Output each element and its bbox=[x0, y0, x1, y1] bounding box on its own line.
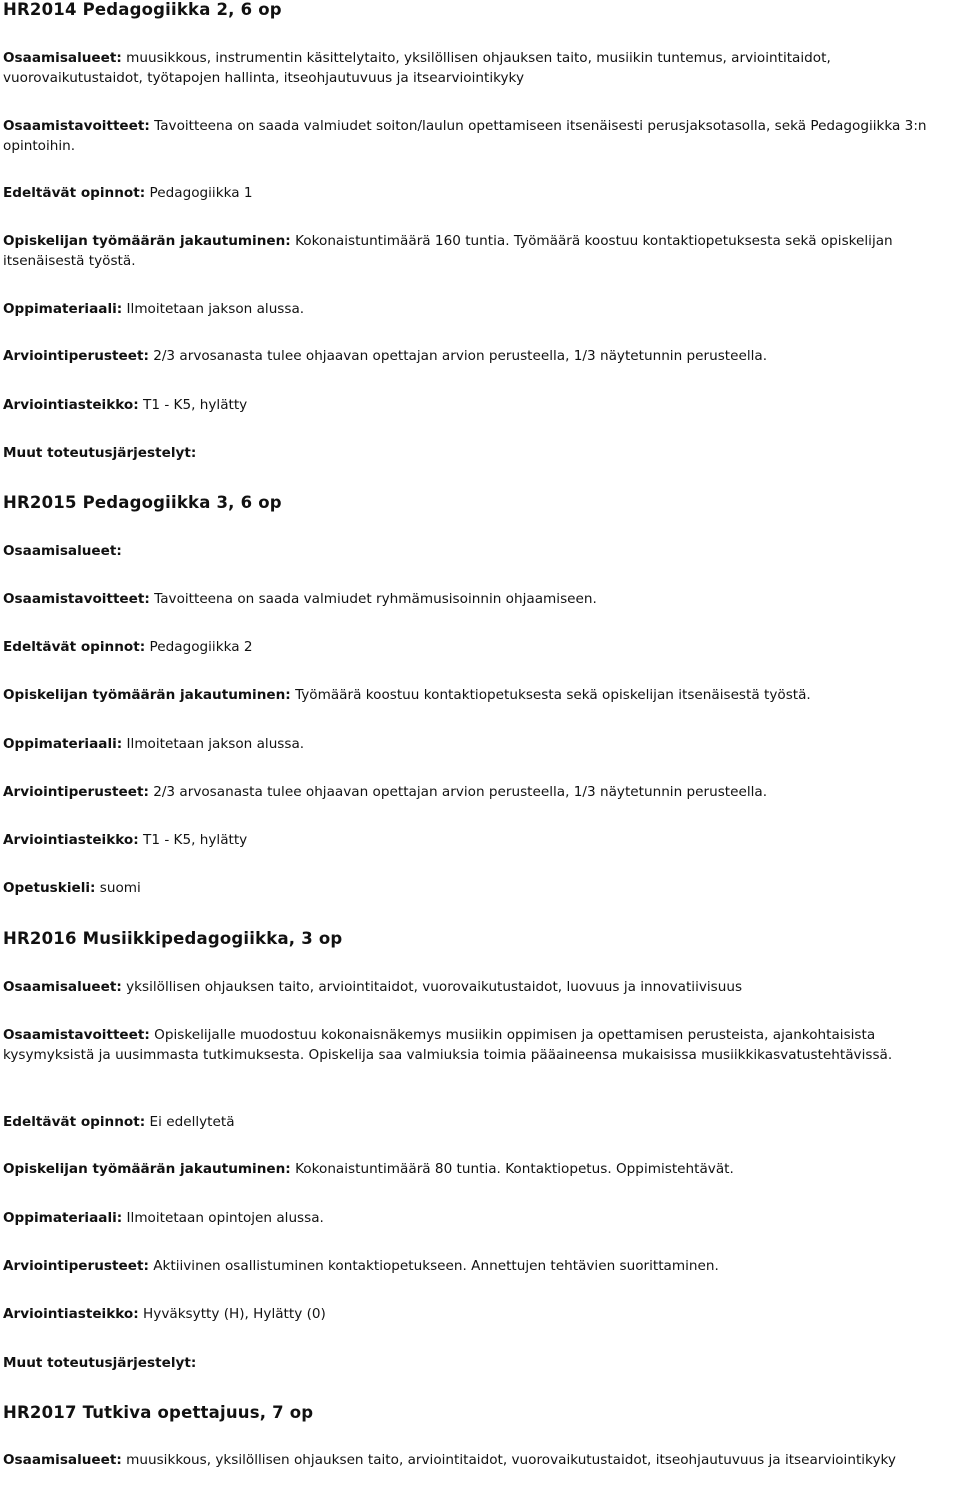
oppimateriaali-hr2016: Oppimateriaali: Ilmoitetaan opintojen alussa. bbox=[3, 1210, 324, 1226]
arviointiasteikko-hr2014: Arviointiasteikko: T1 - K5, hylätty bbox=[3, 397, 248, 413]
osaamisalueet-hr2016: Osaamisalueet: yksilöllisen ohjauksen taito, arviointitaidot, vuorovaikutustaidot, luovuus ja innovatiivisuus bbox=[3, 979, 743, 995]
osaamisalueet-hr2017: Osaamisalueet: muusikkous, yksilöllisen ohjauksen taito, arviointitaidot, vuorovaikutustaidot, itseohjautuvuus ja itsearviointikyky bbox=[3, 1452, 896, 1468]
arviointiperusteet-hr2014: Arviointiperusteet: 2/3 arvosanasta tulee ohjaavan opettajan arvion perusteella, 1/3 näytetunnin perusteella. bbox=[3, 348, 768, 364]
tyomaara-hr2014: Opiskelijan työmäärän jakautuminen: Kokonaistuntimäärä 160 tuntia. Työmäärä koostuu kontaktiopetuksesta sekä opiskelijan itsenäisestä työstä. bbox=[3, 233, 893, 269]
osaamisalueet-hr2015: Osaamisalueet: bbox=[3, 543, 122, 559]
arviointiperusteet-hr2015: Arviointiperusteet: 2/3 arvosanasta tulee ohjaavan opettajan arvion perusteella, 1/3 näytetunnin perusteella. bbox=[3, 784, 768, 800]
osaamistavoitteet-hr2015: Osaamistavoitteet: Tavoitteena on saada valmiudet ryhmämusisoinnin ohjaamiseen. bbox=[3, 591, 597, 607]
osaamisalueet-hr2014: Osaamisalueet: muusikkous, instrumentin käsittelytaito, yksilöllisen ohjauksen taito, musiikin tuntemus, arviointitaidot, vuorovaikutustaidot, työtapojen hallinta, itseohjautuvuus ja itsearviointikyky bbox=[3, 50, 831, 86]
course-title-hr2017: HR2017 Tutkiva opettajuus, 7 op bbox=[3, 1403, 314, 1422]
arviointiasteikko-hr2016: Arviointiasteikko: Hyväksytty (H), Hylätty (0) bbox=[3, 1306, 326, 1322]
course-title-hr2016: HR2016 Musiikkipedagogiikka, 3 op bbox=[3, 929, 343, 948]
tyomaara-hr2015: Opiskelijan työmäärän jakautuminen: Työmäärä koostuu kontaktiopetuksesta sekä opiskelijan itsenäisestä työstä. bbox=[3, 687, 811, 703]
course-title-hr2014: HR2014 Pedagogiikka 2, 6 op bbox=[3, 0, 282, 19]
opetuskieli-hr2015: Opetuskieli: suomi bbox=[3, 880, 141, 896]
oppimateriaali-hr2014: Oppimateriaali: Ilmoitetaan jakson alussa. bbox=[3, 301, 305, 317]
course-title-hr2015: HR2015 Pedagogiikka 3, 6 op bbox=[3, 493, 282, 512]
edeltavat-opinnot-hr2015: Edeltävät opinnot: Pedagogiikka 2 bbox=[3, 639, 253, 655]
osaamistavoitteet-hr2014: Osaamistavoitteet: Tavoitteena on saada valmiudet soiton/laulun opettamiseen itsenäisesti perusjaksotasolla, sekä Pedagogiikka 3:n opintoihin. bbox=[3, 118, 927, 154]
arviointiasteikko-hr2015: Arviointiasteikko: T1 - K5, hylätty bbox=[3, 832, 248, 848]
edeltavat-opinnot-hr2016: Edeltävät opinnot: Ei edellytetä bbox=[3, 1114, 235, 1130]
muut-toteutusjarjestelyt-hr2016: Muut toteutusjärjestelyt: bbox=[3, 1355, 197, 1371]
tyomaara-hr2016: Opiskelijan työmäärän jakautuminen: Kokonaistuntimäärä 80 tuntia. Kontaktiopetus. Oppimistehtävät. bbox=[3, 1161, 734, 1177]
arviointiperusteet-hr2016: Arviointiperusteet: Aktiivinen osallistuminen kontaktiopetukseen. Annettujen tehtävien suorittaminen. bbox=[3, 1258, 719, 1274]
edeltavat-opinnot-hr2014: Edeltävät opinnot: Pedagogiikka 1 bbox=[3, 185, 253, 201]
oppimateriaali-hr2015: Oppimateriaali: Ilmoitetaan jakson alussa. bbox=[3, 736, 305, 752]
muut-toteutusjarjestelyt-hr2014: Muut toteutusjärjestelyt: bbox=[3, 445, 197, 461]
osaamistavoitteet-hr2016: Osaamistavoitteet: Opiskelijalle muodostuu kokonaisnäkemys musiikin oppimisen ja opettamisen perusteista, ajankohtaisista kysymyksistä ja uusimmasta tutkimuksesta. Opiskelija saa valmiuksia toimia pääaineensa mukaisissa musiikkikasvatustehtävissä. bbox=[3, 1027, 893, 1063]
